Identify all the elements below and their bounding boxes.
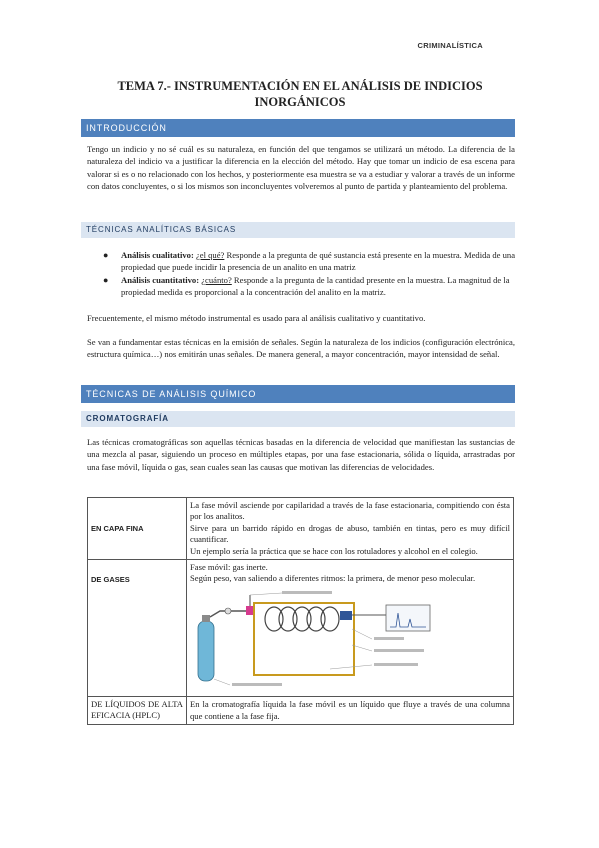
list-item [87,274,515,299]
item-text: Responde a la pregunta de la cantidad presente en la muestra. La magnitud de la propiedad medida es proporcional a la concentración del analito en la matriz. [121,274,510,298]
row-desc-capa-fina [187,498,514,560]
row-desc-hplc [187,697,514,725]
detector-icon [340,611,352,620]
desc-line: Fase móvil: gas inerte. [190,562,268,573]
gas-chromatograph-illustration [190,589,460,689]
question-que: ¿el qué? [195,250,225,260]
page-title [80,78,520,110]
title-line-1: TEMA 7.- INSTRUMENTACIÓN EN EL ANÁLISIS DE INDICIOS [117,79,483,93]
paragraph-frecuentemente: Frecuentemente, el mismo método instrumental es usado para al análisis cualitativo y cuantitativo. [87,313,426,323]
gas-cylinder-icon [198,621,214,681]
desc-line: Sirve para un barrido rápido en drogas de abuso, también en tintas, pero es muy difícil cuantificar. [190,522,510,545]
regulator-icon [225,608,231,614]
callout-lines-icon [214,593,372,685]
bullet-icon: ● [103,274,109,285]
table-row [88,560,514,697]
running-header: CRIMINALÍSTICA [417,41,483,50]
intro-paragraph: Tengo un indicio y no sé cuál es su naturaleza, en función del que tengamos se utilizará un método. La diferencia de la naturaleza del indicio va a justificar la diferencia en la elección del método. Hay que tomar un indicio de esa escena para valorar si es o no relacionado con los hechos, y posteriormente esa muestra se va a estudiar y valorar a través de un informe con datos concluyentes, o si los mismos son inconcluyentes volveremos al punto de partida y planteamiento del problema. [87,144,515,191]
row-label-gases: DE GASES [88,560,187,697]
injector-icon [246,606,254,615]
chromatography-table [87,497,514,725]
subheading-cromatografia: CROMATOGRAFÍA [81,411,515,427]
list-item [87,249,515,274]
basic-techniques-list [87,249,515,299]
row-label-hplc: DE LÍQUIDOS DE ALTA EFICACIA (HPLC) [88,697,187,725]
gas-chromatograph-diagram [190,589,510,692]
desc-line: En la cromatografía líquida la fase móvil es un líquido que fluye a través de una columna que contiene a la fase fija. [190,699,510,721]
section-heading-analisis-quimico: TÉCNICAS DE ANÁLISIS QUÍMICO [81,385,515,403]
term-cualitativo: Análisis cualitativo: [121,250,194,260]
bullet-icon: ● [103,250,109,260]
section-heading-introduccion: INTRODUCCIÓN [81,119,515,137]
table-row [88,498,514,560]
oven-icon [254,603,354,675]
row-label-capa-fina: EN CAPA FINA [88,498,187,560]
column-coil-icon [265,607,339,631]
table-row [88,697,514,725]
cylinder-valve-icon [202,615,210,622]
paragraph-senales: Se van a fundamentar estas técnicas en la emisión de señales. Según la naturaleza de los indicios (configuración electrónica, estructura química…) nos emitirán unas señales. De manera general, a mayor concentración, mayor intensidad de señal. [87,337,515,360]
desc-line: Según peso, van saliendo a diferentes ritmos: la primera, de menor peso molecular. [190,573,476,584]
item-text: Responde a la pregunta de qué sustancia está presente en la muestra. Medida de una propiedad que puede incidir la presencia de un analito en una matriz [121,250,516,273]
question-cuanto: ¿cuánto? [201,274,232,285]
title-line-2: INORGÁNICOS [254,95,346,109]
desc-line: La fase móvil asciende por capilaridad a través de la fase estacionaria, compitiendo con ésta por los analitos. [190,500,510,522]
paragraph-cromatografia: Las técnicas cromatográficas son aquellas técnicas basadas en la diferencia de velocidad que manifiestan las sustancias de una mezcla al pasar, siguiendo un proceso en múltiples etapas, por una fase estacionaria, sólida o líquida, arrastradas por una fase móvil, líquida o gas, sean cuales sean las causas que motivan las diferencias de velocidades. [87,437,515,472]
row-desc-gases [187,560,514,697]
section-heading-tecnicas-basicas: TÉCNICAS ANALÍTICAS BÁSICAS [81,222,515,238]
desc-line: Un ejemplo sería la práctica que se hace con los rotuladores y alcohol en el colegio. [190,545,478,556]
term-cuantitativo: Análisis cuantitativo: [121,274,200,285]
